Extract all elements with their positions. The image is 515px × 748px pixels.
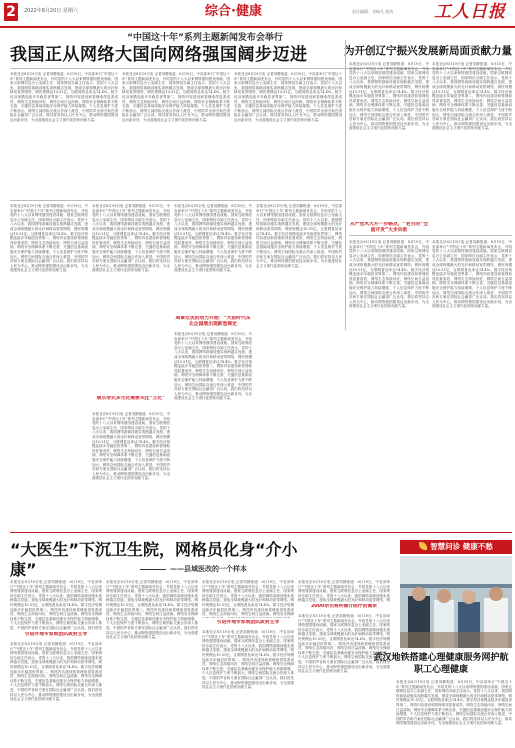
subheading: 周章过优的动力开始：“大前时代东北企国展出现新型规定 [175, 316, 251, 328]
article-column: 本报北京8月19日电 记者刘静报道：8月19日，中宣部举行“中国这十年”系列主题新闻发布会，介绍党的十八大以来网络强国建设成就。国家互联网信息办公室副主任、国家网信办副主任表示，党的十八大以来，我国网络基础设施实现跨越式发展，建成全球规模最大的光纤和移动宽带网络，网民规模达10.51亿，互联网普及率达74.4%。数字经济规模连续多年稳居世界第二，网络内容建设和管理取得显著成效，网络生态持续向好，网络空间日益清朗。网络安全保障体系不断完善，关键信息基础设施安全保护能力持续增强，个人信息保护力度不断加大。网络空间国际交流合作深入推进，中国的声音和方案在国际社会赢得广泛认同。我们将坚持以人民为中心，推动网络强国建设迈出新步伐，为全面建设社会主义现代化国家贡献力量。 [202, 630, 294, 690]
editor-credit: 责任编辑：邓崎凡 胡涛 [352, 9, 394, 14]
article-column: 本报北京8月19日电 记者刘静报道：8月19日，中宣部举行“中国这十年”系列主题新闻发布会，介绍党的十八大以来网络强国建设成就。国家互联网信息办公室副主任、国家网信办副主任表示，党的十八大以来，我国网络基础设施实现跨越式发展，建成全球规模最大的光纤和移动宽带网络，网民规模达10.51亿，互联网普及率达74.4%。数字经济规模连续多年稳居世界第二，网络内容建设和管理取得显著成效，网络生态持续向好，网络空间日益清朗。网络安全保障体系不断完善，关键信息基础设施安全保护能力持续增强，个人信息保护力度不断加大。网络空间国际交流合作深入推进，中国的声音和方案在国际社会赢得广泛认同。我们将坚持以人民为中心，推动网络强国建设迈出新步伐，为全面建设社会主义现代化国家贡献力量。 [92, 412, 170, 481]
article-column: 本报北京8月19日电 记者刘静报道：8月19日，中宣部举行“中国这十年”系列主题新闻发布会，介绍党的十八大以来网络强国建设成就。国家互联网信息办公室副主任、国家网信办副主任表示，党的十八大以来，我国网络基础设施实现跨越式发展，建成全球规模最大的光纤和移动宽带网络，网民规模达10.51亿，互联网普及率达74.4%。数字经济规模连续多年稳居世界第二，网络内容建设和管理取得显著成效，网络生态持续向好，网络空间日益清朗。网络安全保障体系不断完善，关键信息基础设施安全保护能力持续增强，个人信息保护力度不断加大。网络空间国际交流合作深入推进，中国的声音和方案在国际社会赢得广泛认同。我们将坚持以人民为中心，推动网络强国建设迈出新步伐，为全面建设社会主义现代化国家贡献力量。 [349, 62, 429, 131]
right-headline: 为开创辽宁振兴发展新局面贡献力量 [344, 45, 512, 57]
article-column: 本报北京8月19日电 记者刘静报道：8月19日，中宣部举行“中国这十年”系列主题新闻发布会，介绍党的十八大以来网络强国建设成就。国家互联网信息办公室副主任、国家网信办副主任表示，党的十八大以来，我国网络基础设施实现跨越式发展，建成全球规模最大的光纤和移动宽带网络，网民规模达10.51亿，互联网普及率达74.4%。数字经济规模连续多年稳居世界第二，网络内容建设和管理取得显著成效，网络生态持续向好，网络空间日益清朗。网络安全保障体系不断完善，关键信息基础设施安全保护能力持续增强，个人信息保护力度不断加大。网络空间国际交流合作深入推进，中国的声音和方案在国际社会赢得广泛认同。我们将坚持以人民为中心，推动网络强国建设迈出新步伐，为全面建设社会主义现代化国家贡献力量。 [106, 580, 198, 640]
leaf-icon [419, 542, 427, 550]
article-column: 本报北京8月19日电 记者刘静报道：8月19日，中宣部举行“中国这十年”系列主题新闻发布会，介绍党的十八大以来网络强国建设成就。国家互联网信息办公室副主任、国家网信办副主任表示，党的十八大以来，我国网络基础设施实现跨越式发展，建成全球规模最大的光纤和移动宽带网络，网民规模达10.51亿，互联网普及率达74.4%。数字经济规模连续多年稳居世界第二，网络内容建设和管理取得显著成效，网络生态持续向好，网络空间日益清朗。网络安全保障体系不断完善，关键信息基础设施安全保护能力持续增强，个人信息保护力度不断加大。网络空间国际交流合作深入推进，中国的声音和方案在国际社会赢得广泛认同。我们将坚持以人民为中心，推动网络强国建设迈出新步伐，为全面建设社会主义现代化国家贡献力量。 [256, 204, 342, 268]
article-column: 本报北京8月19日电 记者刘静报道：8月19日，中宣部举行“中国这十年”系列主题新闻发布会，介绍党的十八大以来网络强国建设成就。国家互联网信息办公室副主任、国家网信办副主任表示，党的十八大以来，我国网络基础设施实现跨越式发展，建成全球规模最大的光纤和移动宽带网络，网民规模达10.51亿，互联网普及率达74.4%。数字经济规模连续多年稳居世界第二，网络内容建设和管理取得显著成效，网络生态持续向好，网络空间日益清朗。网络安全保障体系不断完善，关键信息基础设施安全保护能力持续增强，个人信息保护力度不断加大。网络空间国际交流合作深入推进，中国的声音和方案在国际社会赢得广泛认同。我们将坚持以人民为中心，推动网络强国建设迈出新步伐，为全面建设社会主义现代化国家贡献力量。 [432, 62, 512, 131]
article-column: 本报北京8月19日电 记者刘静报道：8月19日，中宣部举行“中国这十年”系列主题新闻发布会，介绍党的十八大以来网络强国建设成就。国家互联网信息办公室副主任、国家网信办副主任表示，党的十八大以来，我国网络基础设施实现跨越式发展，建成全球规模最大的光纤和移动宽带网络，网民规模达10.51亿，互联网普及率达74.4%。数字经济规模连续多年稳居世界第二，网络内容建设和管理取得显著成效，网络生态持续向好，网络空间日益清朗。网络安全保障体系不断完善，关键信息基础设施安全保护能力持续增强，个人信息保护力度不断加大。网络空间国际交流合作深入推进，中国的声音和方案在国际社会赢得广泛认同。我们将坚持以人民为中心，推动网络强国建设迈出新步伐，为全面建设社会主义现代化国家贡献力量。 [396, 680, 512, 726]
article-column: 本报北京8月19日电 记者刘静报道：8月19日，中宣部举行“中国这十年”系列主题新闻发布会，介绍党的十八大以来网络强国建设成就。国家互联网信息办公室副主任、国家网信办副主任表示，党的十八大以来，我国网络基础设施实现跨越式发展，建成全球规模最大的光纤和移动宽带网络，网民规模达10.51亿，互联网普及率达74.4%。数字经济规模连续多年稳居世界第二，网络内容建设和管理取得显著成效，网络生态持续向好，网络空间日益清朗。网络安全保障体系不断完善，关键信息基础设施安全保护能力持续增强，个人信息保护力度不断加大。网络空间国际交流合作深入推进，中国的声音和方案在国际社会赢得广泛认同。我们将坚持以人民为中心，推动网络强国建设迈出新步伐，为全面建设社会主义现代化国家贡献力量。 [349, 240, 429, 309]
article-column: 本报北京8月19日电 记者刘静报道：8月19日，中宣部举行“中国这十年”系列主题新闻发布会，介绍党的十八大以来网络强国建设成就。国家互联网信息办公室副主任、国家网信办副主任表示，党的十八大以来，我国网络基础设施实现跨越式发展，建成全球规模最大的光纤和移动宽带网络，网民规模达10.51亿，互联网普及率达74.4%。数字经济规模连续多年稳居世界第二，网络内容建设和管理取得显著成效，网络生态持续向好，网络空间日益清朗。网络安全保障体系不断完善，关键信息基础设施安全保护能力持续增强，个人信息保护力度不断加大。网络空间国际交流合作深入推进，中国的声音和方案在国际社会赢得广泛认同。我们将坚持以人民为中心，推动网络强国建设迈出新步伐，为全面建设社会主义现代化国家贡献力量。 [10, 72, 118, 122]
article-column: 本报北京8月19日电 记者刘静报道：8月19日，中宣部举行“中国这十年”系列主题新闻发布会，介绍党的十八大以来网络强国建设成就。国家互联网信息办公室副主任、国家网信办副主任表示，党的十八大以来，我国网络基础设施实现跨越式发展，建成全球规模最大的光纤和移动宽带网络，网民规模达10.51亿，互联网普及率达74.4%。数字经济规模连续多年稳居世界第二，网络内容建设和管理取得显著成效，网络生态持续向好，网络空间日益清朗。网络安全保障体系不断完善，关键信息基础设施安全保护能力持续增强，个人信息保护力度不断加大。网络空间国际交流合作深入推进，中国的声音和方案在国际社会赢得广泛认同。我们将坚持以人民为中心，推动网络强国建设迈出新步伐，为全面建设社会主义现代化国家贡献力量。 [174, 204, 252, 273]
article-column: 本报北京8月19日电 记者刘静报道：8月19日，中宣部举行“中国这十年”系列主题新闻发布会，介绍党的十八大以来网络强国建设成就。国家互联网信息办公室副主任、国家网信办副主任表示，党的十八大以来，我国网络基础设施实现跨越式发展，建成全球规模最大的光纤和移动宽带网络，网 [298, 580, 390, 602]
masthead-logo: 工人日报 [434, 2, 506, 22]
bottom-subtitle-text: ——县域医改的一个样本 [170, 565, 247, 573]
bottom-headline: “大医生”下沉卫生院，网格员化身“介小康” [10, 540, 298, 579]
top-kicker: “中国这十年”系列主题新闻发布会举行 [127, 33, 283, 43]
section-divider [10, 532, 512, 533]
news-photo [400, 556, 512, 648]
issue-date: 2022年8月20日 星期六 [24, 8, 78, 14]
bottom-right-headline: 武汉地铁搭建心理健康服务网护航职工心理健康 [373, 653, 509, 675]
subheading: 2000余名将所需计医疗的需求 [310, 604, 378, 609]
subheading: 引进外地专家或团队政府主导 [216, 620, 280, 625]
subheading: 从严党风大开一步路点，“老百的“全面开发”大步向前 [349, 222, 429, 234]
article-column: 本报北京8月19日电 记者刘静报道：8月19日，中宣部举行“中国这十年”系列主题新闻发布会，介绍党的十八大以来网络强国建设成就。国家互联网信息办公室副主任、国家网信办副主任表示，党的十八大以来，我国网络基础设施实现跨越式发展，建成全球规模最大的光纤和移动宽带网络，网民规模达10.51亿，互联网普及率达74.4%。数字经济规模连续多年稳居世界第二，网络内容建设和管理取得显著成效，网络生态持续向好，网络空间日益清朗。网络安全保障 [202, 580, 294, 617]
article-column: 本报北京8月19日电 记者刘静报道：8月19日，中宣部举行“中国这十年”系列主题新闻发布会，介绍党的十八大以来网络强国建设成就。国家互联网信息办公室副主任、国家网信办副主任表示，党的十八大以来，我国网络基础设施实现跨越式发展，建成全球规模最大的光纤和移动宽带网络，网民规模达10.51亿，互联网普及率达74.4%。数字经济规模连续多年稳居世界第二，网络内容建设和管理取得显著成效，网络生态持续向好，网络空间日益清朗。网络安全保障体系不断完善，关键信息基础设施安全保护能力持续增强，个人信息保护力度不断加大。网络空间国际交流合作深入推进，中国的声音和方案在国际社会赢得广泛认同。我们将坚持以人民为中心，推动网络强国建设迈出新步伐，为全面建设社会主义现代化国家贡献力量。 [92, 204, 170, 273]
article-column: 本报北京8月19日电 记者刘静报道：8月19日，中宣部举行“中国这十年”系列主题新闻发布会，介绍党的十八大以来网络强国建设成就。国家互联网信息办公室副主任、国家网信办副主任表示，党的十八大以来，我国网络基础设施实现跨越式发展，建成全球规模最大的光纤和移动宽带网络，网民规模达10.51亿，互联网普及率达74.4%。数字经济规模连续多年稳居世界第二，网络内容建设和管理取得显著成效，网络生态持续向好，网络空间日益清朗。网络安全保障体系不断完善，关键信息基础设施安全保护能力持续增强，个人信息保护力度不断加大。网络空间国际交流合作深入推进，中国的声音和方案在国际社会赢得广泛认同。我们将坚持以人民为中心，推动网络强国建设迈出新步伐，为全面建设社会主义现代化国家贡献力量。 [174, 332, 252, 401]
page-number: 2 [4, 3, 18, 21]
article-column: 本报北京8月19日电 记者刘静报道：8月19日，中宣部举行“中国这十年”系列主题新闻发布会，介绍党的十八大以来网络强国建设成就。国家互联网信息办公室副主任、国家网信办副主任表示，党的十八大以来，我国网络基础设施实现跨越式发展，建成全球规模最大的光纤和移动宽带网络，网民规模达10.51亿，互联网普及率达74.4%。数字经济规模连续多年稳居世界第二，网络内容建设和管理取得显著成效，网络生态持续向好，网络空间日益清朗。网络安全保障体系不断完善，关键信息基础设施安全保护能力持续增强，个人信息保护力度不断加大。网络空间国际交流合作深入推进，中国的声音和方案在国际社会赢得广泛认同。我们将坚 [10, 580, 102, 630]
divider [10, 200, 342, 201]
article-column: 本报北京8月19日电 记者刘静报道：8月19日，中宣部举行“中国这十年”系列主题新闻发布会，介绍党的十八大以来网络强国建设成就。国家互联网信息办公室副主任、国家网信办副主任表示，党的十八大以来，我国网络基础设施实现跨越式发展，建成全球规模最大的光纤和移动宽带网络，网民规模达10.51亿，互联网普及率达74.4%。数字经济规模连续多年稳居世界第二，网络内容建设和管理取得显著成效，网络生态持续向好，网络空间日益清朗。网络安全保障体系不断完善，关键信息基础设施安全保护能力持续增强，个人信息保护力度不断加大。网络空间国际交流合作深入推进，中国的声音和方案在国际社会赢得广泛认同。我们将坚持以人民为中心，推动网络强国建设迈出新步伐，为全面建设社会主义现代化国家贡献力量。 [234, 72, 342, 122]
subheading: 娱乐形式多元化需要关注“土化” [96, 396, 166, 401]
bottom-subtitle [140, 565, 247, 574]
article-column: 本报北京8月19日电 记者刘静报道：8月19日，中宣部举行“中国这十年”系列主题新闻发布会，介绍党的十八大以来网络强国建设成就。国家互联网信息办公室副主任、国家网信办副主任表示，党的十八大以来，我国网络基础设施实现跨越式发展，建成全球规模最大的光纤和移动宽带网络，网民规模达10.51亿，互联网普及率达74.4%。数字经济规模连续多年稳居世界第二，网络内容建设和管理取得显著成效，网络生态持续向好，网络空间日益清朗。网络安全保障体系不断完善，关键信息基础设施安全保护能力持续增强，个人信息保护力度不断加大。网络空间国际交流合作深入推进，中国的声音和方案在国际社会赢得广泛认同。我们将坚持以人民为中心，推动网络强国建设迈出新步伐，为全面建设社会主义现代化国家贡献力量。 [10, 642, 102, 702]
article-column: 本报北京8月19日电 记者刘静报道：8月19日，中宣部举行“中国这十年”系列主题新闻发布会，介绍党的十八大以来网络强国建设成就。国家互联网信息办公室副主任、国家网信办副主任表示，党的十八大以来，我国网络基础设施实现跨越式发展，建成全球规模最大的光纤和移动宽带网络，网民规模达10.51亿，互联网普及率达74.4%。数字经济规模连续多年稳居世界第二，网络内容建设和管理取得显著成效，网络生态持续向好，网络空间日益清朗。网络安全保障体系不断完善，关键信息基础设施安全保护能力持续增强，个人信息保护力度不断加大。网络空间国际交流合作深入推进，中国的声音和方案在国际社会赢得广泛认同。我们将坚持以人民为中心，推动网络强国建设迈出新步伐，为全面建设社会主义现代化国家贡献力量。 [10, 204, 88, 273]
photo-illustration [400, 556, 512, 648]
section-title: 综合·健康 [205, 4, 262, 19]
subheading: 引进外地专家或团队政府主导 [24, 632, 88, 637]
column-tag-label: 智慧问诊 健康不愁 [430, 542, 493, 551]
column-tag [400, 540, 512, 554]
top-headline: 我国正从网络大国向网络强国阔步迈进 [10, 45, 308, 65]
article-column: 本报北京8月19日电 记者刘静报道：8月19日，中宣部举行“中国这十年”系列主题新闻发布会，介绍党的十八大以来网络强国建设成就。国家互联网信息办公室副主任、国家网信办副主任表示，党的十八大以来，我国网络基础设施实现跨越式发展，建成全球规模最大的光纤和移动宽带网络，网民规模达10.51亿，互联网普及率达74.4%。数字经济规模连续多年稳居世界第二，网络内容建设和管理取得显著成效，网络生态持续向好，网络空间日益清朗。网络安全保障体系不断完善，关键信息基础设施安全保护能力持续增强，个人信息保护力度不断加大。网络空间国际交流合作深入推进，中国的声音和方案在国际社会赢得广泛认同。我们将坚持以人民为中心，推动网络强国建设迈出新步伐，为全面建设社会主义现代化国家贡献力量。 [122, 72, 230, 122]
article-column: 本报北京8月19日电 记者刘静报道：8月19日，中宣部举行“中国这十年”系列主题新闻发布会，介绍党的十八大以来网络强国建设成就。国家互联网信息办公室副主任、国家网信办副主任表示，党的十八大以来，我国网络基础设施实现跨越式发展，建成全球规模最大的光纤和移动宽带网络，网民规模达10.51亿，互联网普及率达74.4%。数字经济规模连续多年稳居世界第二，网络内容建设和管理取得显著成效，网络生态持续向好，网络空间日益清朗。网络安全保障体系不断完善，关键信息基础设施安全保护能力持续增强，个人信息保护力度不断加大。网络空间国际交流合作深入推进，中国的声音和方案在国际社会赢得广泛认同。我们将坚持以人民为中心，推动网络强国建设迈出新步伐，为全面建设社会主义现代化国家贡献力量。 [432, 240, 512, 309]
article-column: 本报北京8月19日电 记者刘静报道：8月19日，中宣部举行“中国这十年”系列主题新闻发布会，介绍党的十八大以来网络强国建设成就。国家互联网信息办公室副主任、国家网信办副主任表示，党的十八大以来，我国网络基础设施实现跨越式发展，建成全球规模最大的光纤和移动宽带网络，网民规模达10.51亿，互联网普及率达74.4%。数字经济规模连续多年稳居世界第二，网络内容建设和管理取得显著成效，网络生态持续向好，网络空间日益清朗。网络安全保障体系不断完善，关键信息基础设施安全保护能力持续增强，个人信息保护力度不断加大。网络空间国际交流合作深入推进，中国的声音和方案在国际社会赢得广泛认同。我们将坚持以人民为中心，推动网络强国建设迈出新步伐，为全面建设社会主义现代化国家贡献力量。 [298, 614, 390, 674]
column-divider [345, 40, 346, 330]
